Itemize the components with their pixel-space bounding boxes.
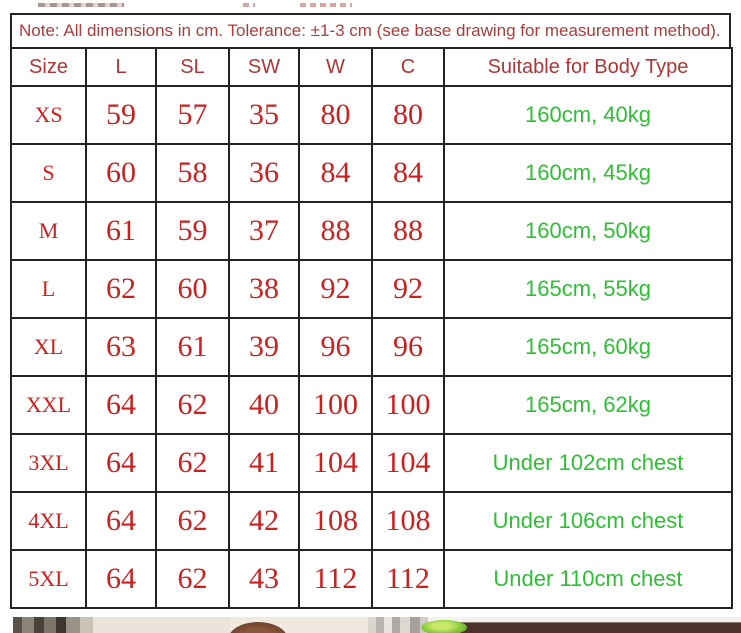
body-type-value: 160cm, 45kg <box>444 144 732 202</box>
waist-value: 80 <box>299 86 372 144</box>
size-table <box>10 47 733 609</box>
column-header-l: L <box>86 48 156 86</box>
product-photo-sliver <box>0 617 741 633</box>
chest-value: 108 <box>372 492 444 550</box>
sleeve-value: 62 <box>156 434 229 492</box>
body-type-value: 165cm, 60kg <box>444 318 732 376</box>
chest-value: 80 <box>372 86 444 144</box>
size-label: XXL <box>11 376 86 434</box>
size-label: 5XL <box>11 550 86 608</box>
waist-value: 92 <box>299 260 372 318</box>
body-type-value: Under 102cm chest <box>444 434 732 492</box>
body-type-value: 160cm, 40kg <box>444 86 732 144</box>
size-row-xs <box>11 86 732 144</box>
size-label: M <box>11 202 86 260</box>
chest-value: 112 <box>372 550 444 608</box>
column-header-size: Size <box>11 48 86 86</box>
chest-value: 92 <box>372 260 444 318</box>
shoulder-value: 42 <box>229 492 299 550</box>
body-type-value: Under 106cm chest <box>444 492 732 550</box>
size-label: L <box>11 260 86 318</box>
shoulder-value: 37 <box>229 202 299 260</box>
chest-value: 96 <box>372 318 444 376</box>
length-value: 64 <box>86 550 156 608</box>
waist-value: 112 <box>299 550 372 608</box>
length-value: 64 <box>86 434 156 492</box>
waist-value: 108 <box>299 492 372 550</box>
length-value: 59 <box>86 86 156 144</box>
shoulder-value: 40 <box>229 376 299 434</box>
size-label: S <box>11 144 86 202</box>
sleeve-value: 60 <box>156 260 229 318</box>
size-row-s <box>11 144 732 202</box>
header-row <box>11 48 732 86</box>
tolerance-note-text: Note: All dimensions in cm. Tolerance: ±1-3 cm (see base drawing for measurement method). <box>19 21 721 40</box>
shoulder-value: 43 <box>229 550 299 608</box>
length-value: 64 <box>86 376 156 434</box>
shoulder-value: 35 <box>229 86 299 144</box>
waist-value: 96 <box>299 318 372 376</box>
size-row-l <box>11 260 732 318</box>
cropped-text-fragment <box>300 3 352 7</box>
sleeve-value: 59 <box>156 202 229 260</box>
body-type-value: 160cm, 50kg <box>444 202 732 260</box>
shoulder-value: 39 <box>229 318 299 376</box>
column-header-c: C <box>372 48 444 86</box>
column-header-sw: SW <box>229 48 299 86</box>
size-row-3xl <box>11 434 732 492</box>
body-type-value: 165cm, 62kg <box>444 376 732 434</box>
size-row-xl <box>11 318 732 376</box>
column-header-body-type: Suitable for Body Type <box>444 48 732 86</box>
chest-value: 88 <box>372 202 444 260</box>
size-label: XL <box>11 318 86 376</box>
chest-value: 84 <box>372 144 444 202</box>
chest-value: 100 <box>372 376 444 434</box>
waist-value: 104 <box>299 434 372 492</box>
size-row-m <box>11 202 732 260</box>
size-label: 3XL <box>11 434 86 492</box>
shoulder-value: 36 <box>229 144 299 202</box>
sleeve-value: 62 <box>156 550 229 608</box>
sleeve-value: 58 <box>156 144 229 202</box>
cropped-text-fragment <box>243 3 255 7</box>
size-row-5xl <box>11 550 732 608</box>
waist-value: 100 <box>299 376 372 434</box>
chest-value: 104 <box>372 434 444 492</box>
length-value: 62 <box>86 260 156 318</box>
size-row-xxl <box>11 376 732 434</box>
shoulder-value: 38 <box>229 260 299 318</box>
length-value: 63 <box>86 318 156 376</box>
tolerance-note <box>10 13 731 47</box>
body-type-value: Under 110cm chest <box>444 550 732 608</box>
length-value: 60 <box>86 144 156 202</box>
size-label: 4XL <box>11 492 86 550</box>
length-value: 64 <box>86 492 156 550</box>
size-label: XS <box>11 86 86 144</box>
column-header-w: W <box>299 48 372 86</box>
sleeve-value: 57 <box>156 86 229 144</box>
photo-background-band <box>428 622 741 633</box>
waist-value: 84 <box>299 144 372 202</box>
sleeve-value: 62 <box>156 492 229 550</box>
waist-value: 88 <box>299 202 372 260</box>
size-row-4xl <box>11 492 732 550</box>
sleeve-value: 62 <box>156 376 229 434</box>
column-header-sl: SL <box>156 48 229 86</box>
sleeve-value: 61 <box>156 318 229 376</box>
shoulder-value: 41 <box>229 434 299 492</box>
cropped-text-fragment <box>38 3 124 7</box>
photo-head-top <box>228 622 288 633</box>
photo-plant-blob <box>421 620 467 633</box>
body-type-value: 165cm, 55kg <box>444 260 732 318</box>
length-value: 61 <box>86 202 156 260</box>
